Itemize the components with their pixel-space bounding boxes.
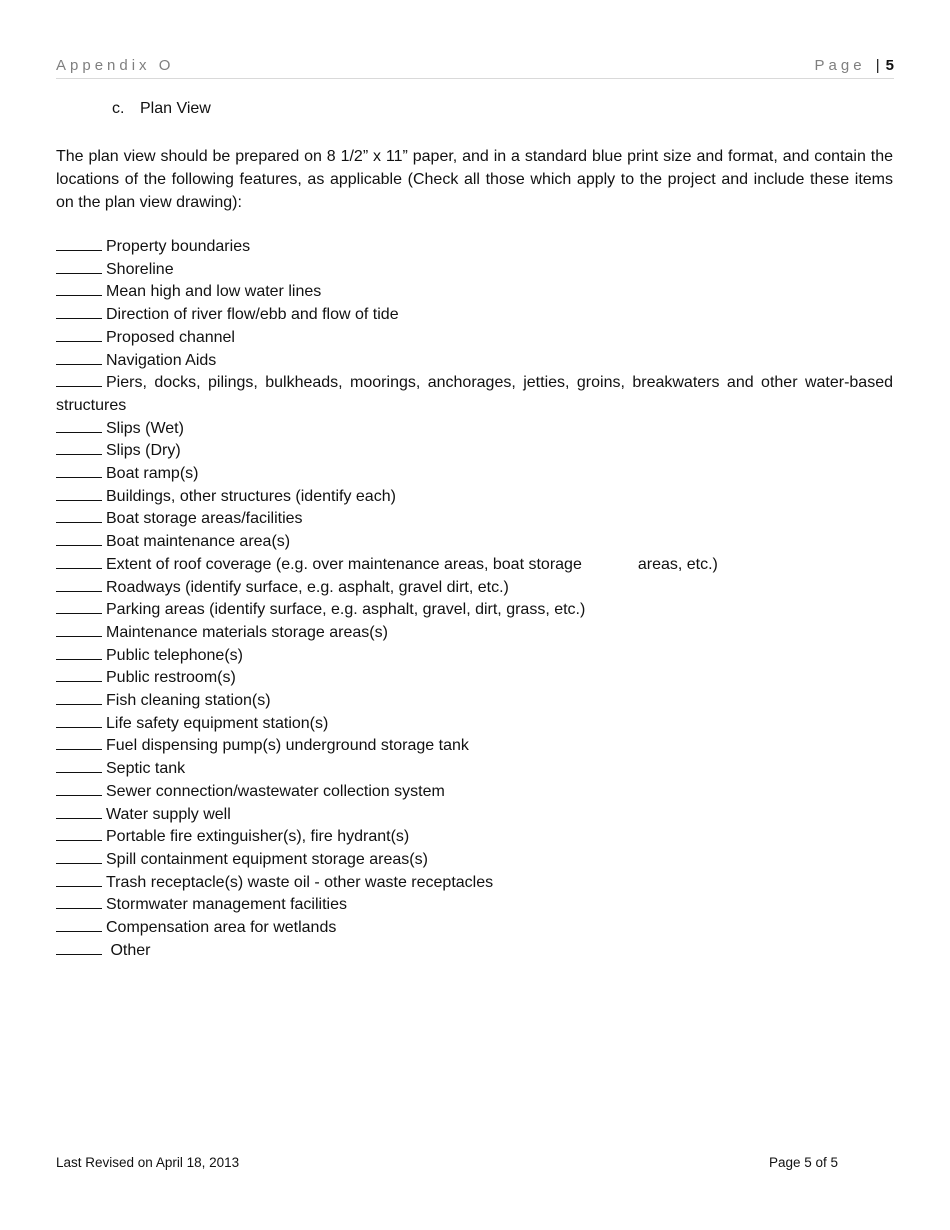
checklist-item-label: Maintenance materials storage areas(s) [106, 623, 388, 641]
check-blank[interactable] [56, 259, 102, 274]
check-blank[interactable] [56, 645, 102, 660]
checklist-item-label: Roadways (identify surface, e.g. asphalt, gravel dirt, etc.) [106, 578, 509, 596]
checklist-item [56, 826, 893, 849]
checklist-item-label: Septic tank [106, 760, 186, 778]
section-heading [112, 100, 211, 118]
checklist-item [56, 735, 893, 758]
checklist-item [56, 645, 893, 668]
check-blank[interactable] [56, 577, 102, 592]
check-blank[interactable] [56, 531, 102, 546]
checklist-item-label: Parking areas (identify surface, e.g. asphalt, gravel, dirt, grass, etc.) [106, 601, 586, 619]
checklist-item-label: Proposed channel [106, 328, 235, 346]
checklist-item [56, 372, 893, 417]
checklist-item-label: Navigation Aids [106, 351, 217, 369]
checklist-item-label: Slips (Wet) [106, 419, 184, 437]
checklist-item-label: Water supply well [106, 805, 231, 823]
check-blank[interactable] [56, 826, 102, 841]
checklist-item [56, 486, 893, 509]
checklist-item [56, 849, 893, 872]
page-header [56, 56, 894, 79]
check-blank[interactable] [56, 667, 102, 682]
footer-revised-date: Last Revised on April 18, 2013 [56, 1155, 240, 1170]
checklist-item [56, 554, 893, 577]
check-blank[interactable] [56, 622, 102, 637]
checklist-item-label: Spill containment equipment storage areas(s) [106, 850, 428, 868]
check-blank[interactable] [56, 894, 102, 909]
section-title: Plan View [140, 100, 211, 117]
check-blank[interactable] [56, 281, 102, 296]
checklist-item-label: Buildings, other structures (identify each) [106, 487, 396, 505]
checklist-item-label: Direction of river flow/ebb and flow of tide [106, 306, 399, 324]
checklist-item [56, 236, 893, 259]
checklist-item [56, 577, 893, 600]
checklist-item-label: Boat maintenance area(s) [106, 533, 291, 551]
footer-page-count: Page 5 of 5 [769, 1155, 839, 1170]
section-letter: c. [112, 100, 125, 117]
checklist-item-label: Property boundaries [106, 238, 251, 255]
checklist-item-label: Other [110, 941, 151, 959]
checklist-item [56, 690, 893, 713]
check-blank[interactable] [56, 872, 102, 887]
check-blank[interactable] [56, 940, 102, 955]
checklist-item-label: Public telephone(s) [106, 646, 243, 664]
check-blank[interactable] [56, 350, 102, 365]
checklist-item-label: Fuel dispensing pump(s) underground storage tank [106, 737, 469, 755]
checklist-item-label: Portable fire extinguisher(s), fire hydrant(s) [106, 828, 410, 846]
checklist-item-label: Shoreline [106, 260, 174, 278]
checklist-item [56, 440, 893, 463]
check-blank[interactable] [56, 372, 102, 387]
header-page-indicator [815, 57, 894, 74]
checklist-item-label: Piers, docks, pilings, bulkheads, moorings, anchorages, jetties, groins, breakwaters and other water-based structures [56, 374, 893, 414]
check-blank[interactable] [56, 804, 102, 819]
checklist-item-label: Public restroom(s) [106, 669, 236, 687]
checklist-item [56, 304, 893, 327]
header-appendix-label: Appendix O [56, 57, 175, 74]
checklist-item-label: Life safety equipment station(s) [106, 714, 329, 732]
check-blank[interactable] [56, 781, 102, 796]
checklist-item-label: Slips (Dry) [106, 442, 181, 460]
check-blank[interactable] [56, 304, 102, 319]
checklist-item [56, 940, 893, 963]
check-blank[interactable] [56, 236, 102, 251]
intro-paragraph: The plan view should be prepared on 8 1/2” x 11” paper, and in a standard blue print size and format, and contain the locations of the following features, as applicable (Check all those which apply to the project and include these items on the plan view drawing): [56, 148, 893, 211]
checklist-item [56, 917, 893, 940]
checklist-item [56, 418, 893, 441]
checklist-item [56, 327, 893, 350]
checklist-item [56, 667, 893, 690]
check-blank[interactable] [56, 690, 102, 705]
check-blank[interactable] [56, 735, 102, 750]
check-blank[interactable] [56, 440, 102, 455]
checklist-item [56, 622, 893, 645]
check-blank[interactable] [56, 327, 102, 342]
header-page-label: Page [814, 57, 866, 74]
checklist-item [56, 758, 893, 781]
check-blank[interactable] [56, 463, 102, 478]
checklist-item-label: Boat ramp(s) [106, 465, 199, 483]
checklist-item-label: Compensation area for wetlands [106, 919, 337, 937]
header-page-number: 5 [885, 57, 894, 74]
checklist-item-label-continued: areas, etc.) [637, 555, 718, 573]
checklist-item [56, 281, 893, 304]
checklist-item [56, 350, 893, 373]
check-blank[interactable] [56, 486, 102, 501]
check-blank[interactable] [56, 758, 102, 773]
checklist-item-label: Stormwater management facilities [106, 896, 347, 914]
header-separator: | [875, 57, 880, 74]
checklist-item [56, 804, 893, 827]
checklist-item [56, 463, 893, 486]
feature-checklist [56, 236, 893, 963]
checklist-item-label: Sewer connection/wastewater collection system [106, 782, 445, 800]
checklist-item [56, 872, 893, 895]
check-blank[interactable] [56, 508, 102, 523]
checklist-item [56, 781, 893, 804]
check-blank[interactable] [56, 554, 102, 569]
check-blank[interactable] [56, 599, 102, 614]
checklist-item-label: Fish cleaning station(s) [106, 692, 271, 710]
checklist-item [56, 508, 893, 531]
checklist-item-label: Boat storage areas/facilities [106, 510, 303, 528]
checklist-item-label: Extent of roof coverage (e.g. over maintenance areas, boat storage [106, 555, 582, 573]
check-blank[interactable] [56, 418, 102, 433]
checklist-item-label: Mean high and low water lines [106, 283, 322, 301]
checklist-item [56, 599, 893, 622]
checklist-item-label: Trash receptacle(s) waste oil - other waste receptacles [106, 873, 494, 891]
checklist-item [56, 259, 893, 282]
check-blank[interactable] [56, 713, 102, 728]
checklist-item [56, 894, 893, 917]
check-blank[interactable] [56, 849, 102, 864]
check-blank[interactable] [56, 917, 102, 932]
checklist-item [56, 531, 893, 554]
checklist-item [56, 713, 893, 736]
